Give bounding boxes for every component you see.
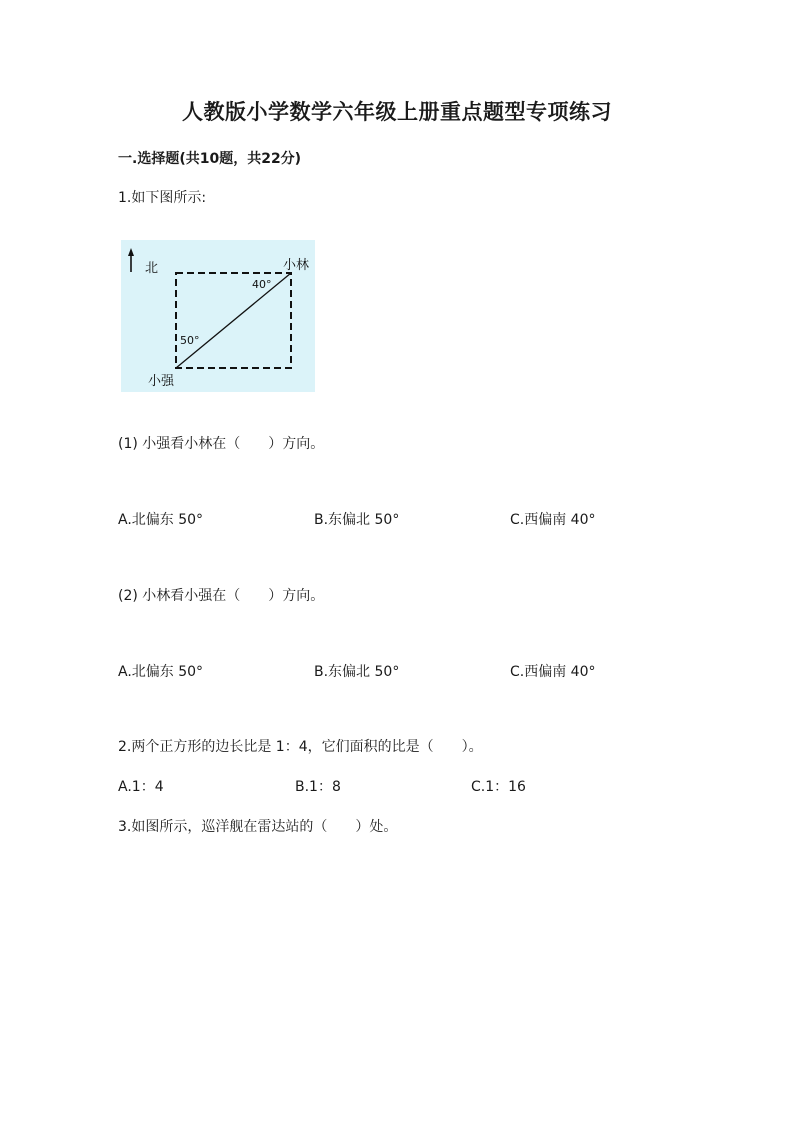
direction-diagram (121, 240, 315, 392)
section-heading: 一.选择题(共10题，共22分) (118, 151, 302, 167)
angle-40-label: 40° (252, 278, 272, 291)
north-label: 北 (145, 261, 159, 276)
question-1-sub-2: (2) 小林看小强在（ ）方向。 (118, 588, 325, 604)
question-2-option-c: C.1：16 (471, 779, 526, 795)
xiaolin-label: 小林 (283, 258, 310, 273)
question-1-sub-2-option-a: A.北偏东 50° (118, 664, 204, 680)
question-1-sub-1-option-c: C.西偏南 40° (510, 512, 596, 528)
question-1-sub-1-option-a: A.北偏东 50° (118, 512, 204, 528)
question-1-sub-2-option-c: C.西偏南 40° (510, 664, 596, 680)
question-1-sub-2-option-b: B.东偏北 50° (314, 664, 400, 680)
question-2-option-b: B.1：8 (295, 779, 341, 795)
angle-50-label: 50° (180, 334, 200, 347)
question-3-stem: 3.如图所示，巡洋舰在雷达站的（ ）处。 (118, 819, 398, 835)
question-2-option-a: A.1：4 (118, 779, 164, 795)
question-1-stem: 1.如下图所示: (118, 190, 207, 206)
direction-figure (121, 240, 315, 392)
question-2-stem: 2.两个正方形的边长比是 1：4，它们面积的比是（ ）。 (118, 739, 483, 755)
question-1-sub-1: (1) 小强看小林在（ ）方向。 (118, 436, 325, 452)
xiaoqiang-label: 小强 (148, 374, 175, 389)
question-1-sub-1-option-b: B.东偏北 50° (314, 512, 400, 528)
page-title: 人教版小学数学六年级上册重点题型专项练习 (182, 99, 612, 124)
